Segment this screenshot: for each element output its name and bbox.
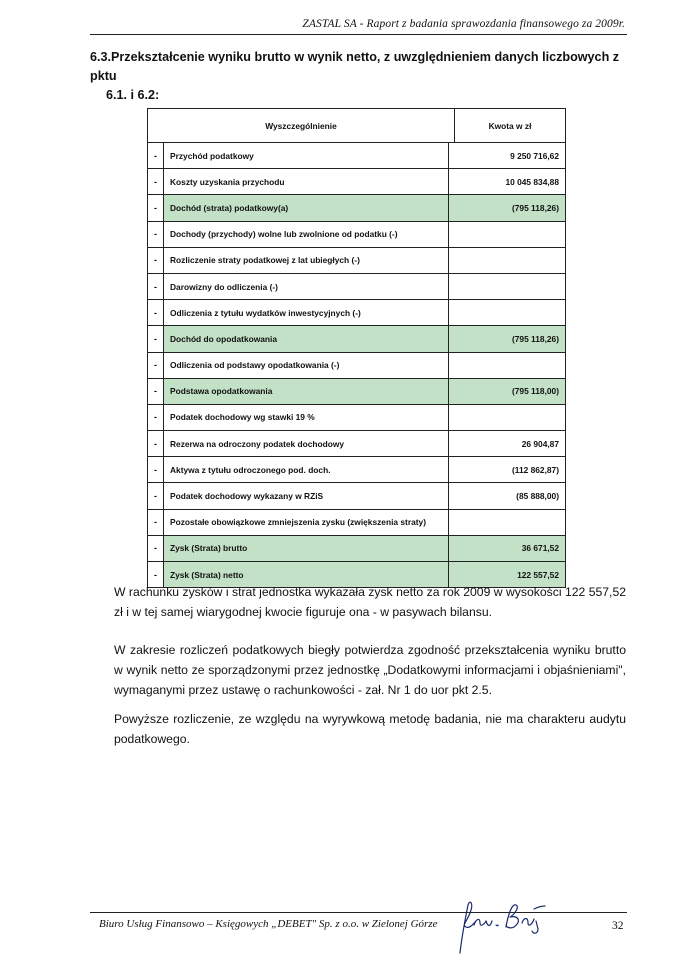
row-dash-marker: -: [148, 405, 164, 430]
section-heading: [90, 48, 630, 105]
running-header: ZASTAL SA - Raport z badania sprawozdania finansowego za 2009r.: [302, 18, 625, 30]
row-label: Koszty uzyskania przychodu: [164, 169, 449, 194]
row-dash-marker: -: [148, 562, 164, 587]
row-amount: (795 118,26): [511, 202, 559, 213]
row-label: Dochody (przychody) wolne lub zwolnione od podatku (-): [164, 222, 449, 247]
row-dash-marker: -: [148, 143, 164, 168]
table-row: [148, 483, 565, 509]
row-amount: [449, 274, 565, 299]
row-label: Rezerwa na odroczony podatek dochodowy: [164, 431, 449, 456]
table-row: [148, 195, 565, 221]
table-body: [148, 143, 565, 588]
column-header-description: Wyszczególnienie: [148, 109, 455, 142]
row-label: Zysk (Strata) netto: [164, 562, 449, 587]
row-dash-marker: -: [148, 379, 164, 404]
row-amount: 10 045 834,88: [505, 176, 559, 187]
paragraph-tax-settlement: W zakresie rozliczeń podatkowych biegły potwierdza zgodność przekształcenia wyniku brutto w wynik netto ze sporządzonymi przez jednostkę „Dodatkowymi informacjami i objaśnieniami", wymaganymi przez ustawę o rachunkowości - zał. Nr 1 do uor pkt 2.5.: [114, 643, 626, 697]
row-label: Zysk (Strata) brutto: [164, 536, 449, 561]
column-header-amount: Kwota w zł: [488, 120, 532, 131]
row-label: Odliczenia z tytułu wydatków inwestycyjnych (-): [164, 300, 449, 325]
table-row: [148, 431, 565, 457]
row-amount: 36 671,52: [521, 543, 559, 554]
table-row: [148, 457, 565, 483]
row-dash-marker: -: [148, 510, 164, 535]
row-label: Podatek dochodowy wykazany w RZiS: [164, 483, 449, 508]
row-amount: [449, 353, 565, 378]
row-dash-marker: -: [148, 195, 164, 220]
row-label: Dochód (strata) podatkowy(a): [164, 195, 449, 220]
row-amount: [449, 248, 565, 273]
row-label: Pozostałe obowiązkowe zmniejszenia zysku (zwiększenia straty): [164, 510, 449, 535]
row-amount: 122 557,52: [517, 569, 559, 580]
table-row: [148, 405, 565, 431]
row-label: Rozliczenie straty podatkowej z lat ubiegłych (-): [164, 248, 449, 273]
table-row: [148, 379, 565, 405]
row-amount: [449, 222, 565, 247]
tax-reconciliation-table: [147, 108, 566, 588]
section-heading-line2: 6.1. i 6.2:: [106, 88, 160, 102]
row-amount: (85 888,00): [516, 491, 559, 502]
paragraph-net-profit: W rachunku zysków i strat jednostka wykazała zysk netto za rok 2009 w wysokości 122 557,52 zł i w tej samej wiarygodnej kwocie figuruje ona - w pasywach bilansu.: [114, 585, 626, 619]
row-label: Aktywa z tytułu odroczonego pod. doch.: [164, 457, 449, 482]
row-amount: 26 904,87: [521, 438, 559, 449]
table-row: [148, 222, 565, 248]
row-label: Podatek dochodowy wg stawki 19 %: [164, 405, 449, 430]
row-amount: (795 118,00): [511, 386, 559, 397]
table-row: [148, 143, 565, 169]
handwritten-signature: [448, 895, 548, 955]
row-label: Odliczenia od podstawy opodatkowania (-): [164, 353, 449, 378]
table-row: [148, 274, 565, 300]
section-heading-line1: 6.3.Przekształcenie wyniku brutto w wynik netto, z uwzględnieniem danych liczbowych z pktu: [90, 50, 620, 83]
row-dash-marker: -: [148, 483, 164, 508]
table-row: [148, 353, 565, 379]
row-dash-marker: -: [148, 457, 164, 482]
table-row: [148, 300, 565, 326]
row-amount: [449, 300, 565, 325]
row-dash-marker: -: [148, 431, 164, 456]
row-label: Podstawa opodatkowania: [164, 379, 449, 404]
table-header-row: [148, 109, 565, 143]
header-rule: [90, 34, 627, 35]
row-label: Dochód do opodatkowania: [164, 326, 449, 351]
table-row: [148, 536, 565, 562]
page-number: 32: [612, 920, 624, 932]
row-amount: [449, 510, 565, 535]
row-amount: (795 118,26): [511, 333, 559, 344]
table-row: [148, 326, 565, 352]
row-label: Darowizny do odliczenia (-): [164, 274, 449, 299]
row-dash-marker: -: [148, 248, 164, 273]
row-amount: (112 862,87): [511, 464, 559, 475]
row-dash-marker: -: [148, 536, 164, 561]
row-dash-marker: -: [148, 300, 164, 325]
table-row: [148, 510, 565, 536]
row-label: Przychód podatkowy: [164, 143, 449, 168]
footer-firm-name: Biuro Usług Finansowo – Księgowych „DEBET" Sp. z o.o. w Zielonej Górze: [99, 918, 438, 930]
row-dash-marker: -: [148, 353, 164, 378]
row-dash-marker: -: [148, 169, 164, 194]
row-amount: 9 250 716,62: [510, 150, 559, 161]
table-row: [148, 248, 565, 274]
row-dash-marker: -: [148, 274, 164, 299]
row-dash-marker: -: [148, 222, 164, 247]
row-dash-marker: -: [148, 326, 164, 351]
row-amount: [449, 405, 565, 430]
paragraph-audit-note: Powyższe rozliczenie, ze względu na wyrywkową metodę badania, nie ma charakteru audytu podatkowego.: [114, 712, 626, 746]
table-row: [148, 169, 565, 195]
